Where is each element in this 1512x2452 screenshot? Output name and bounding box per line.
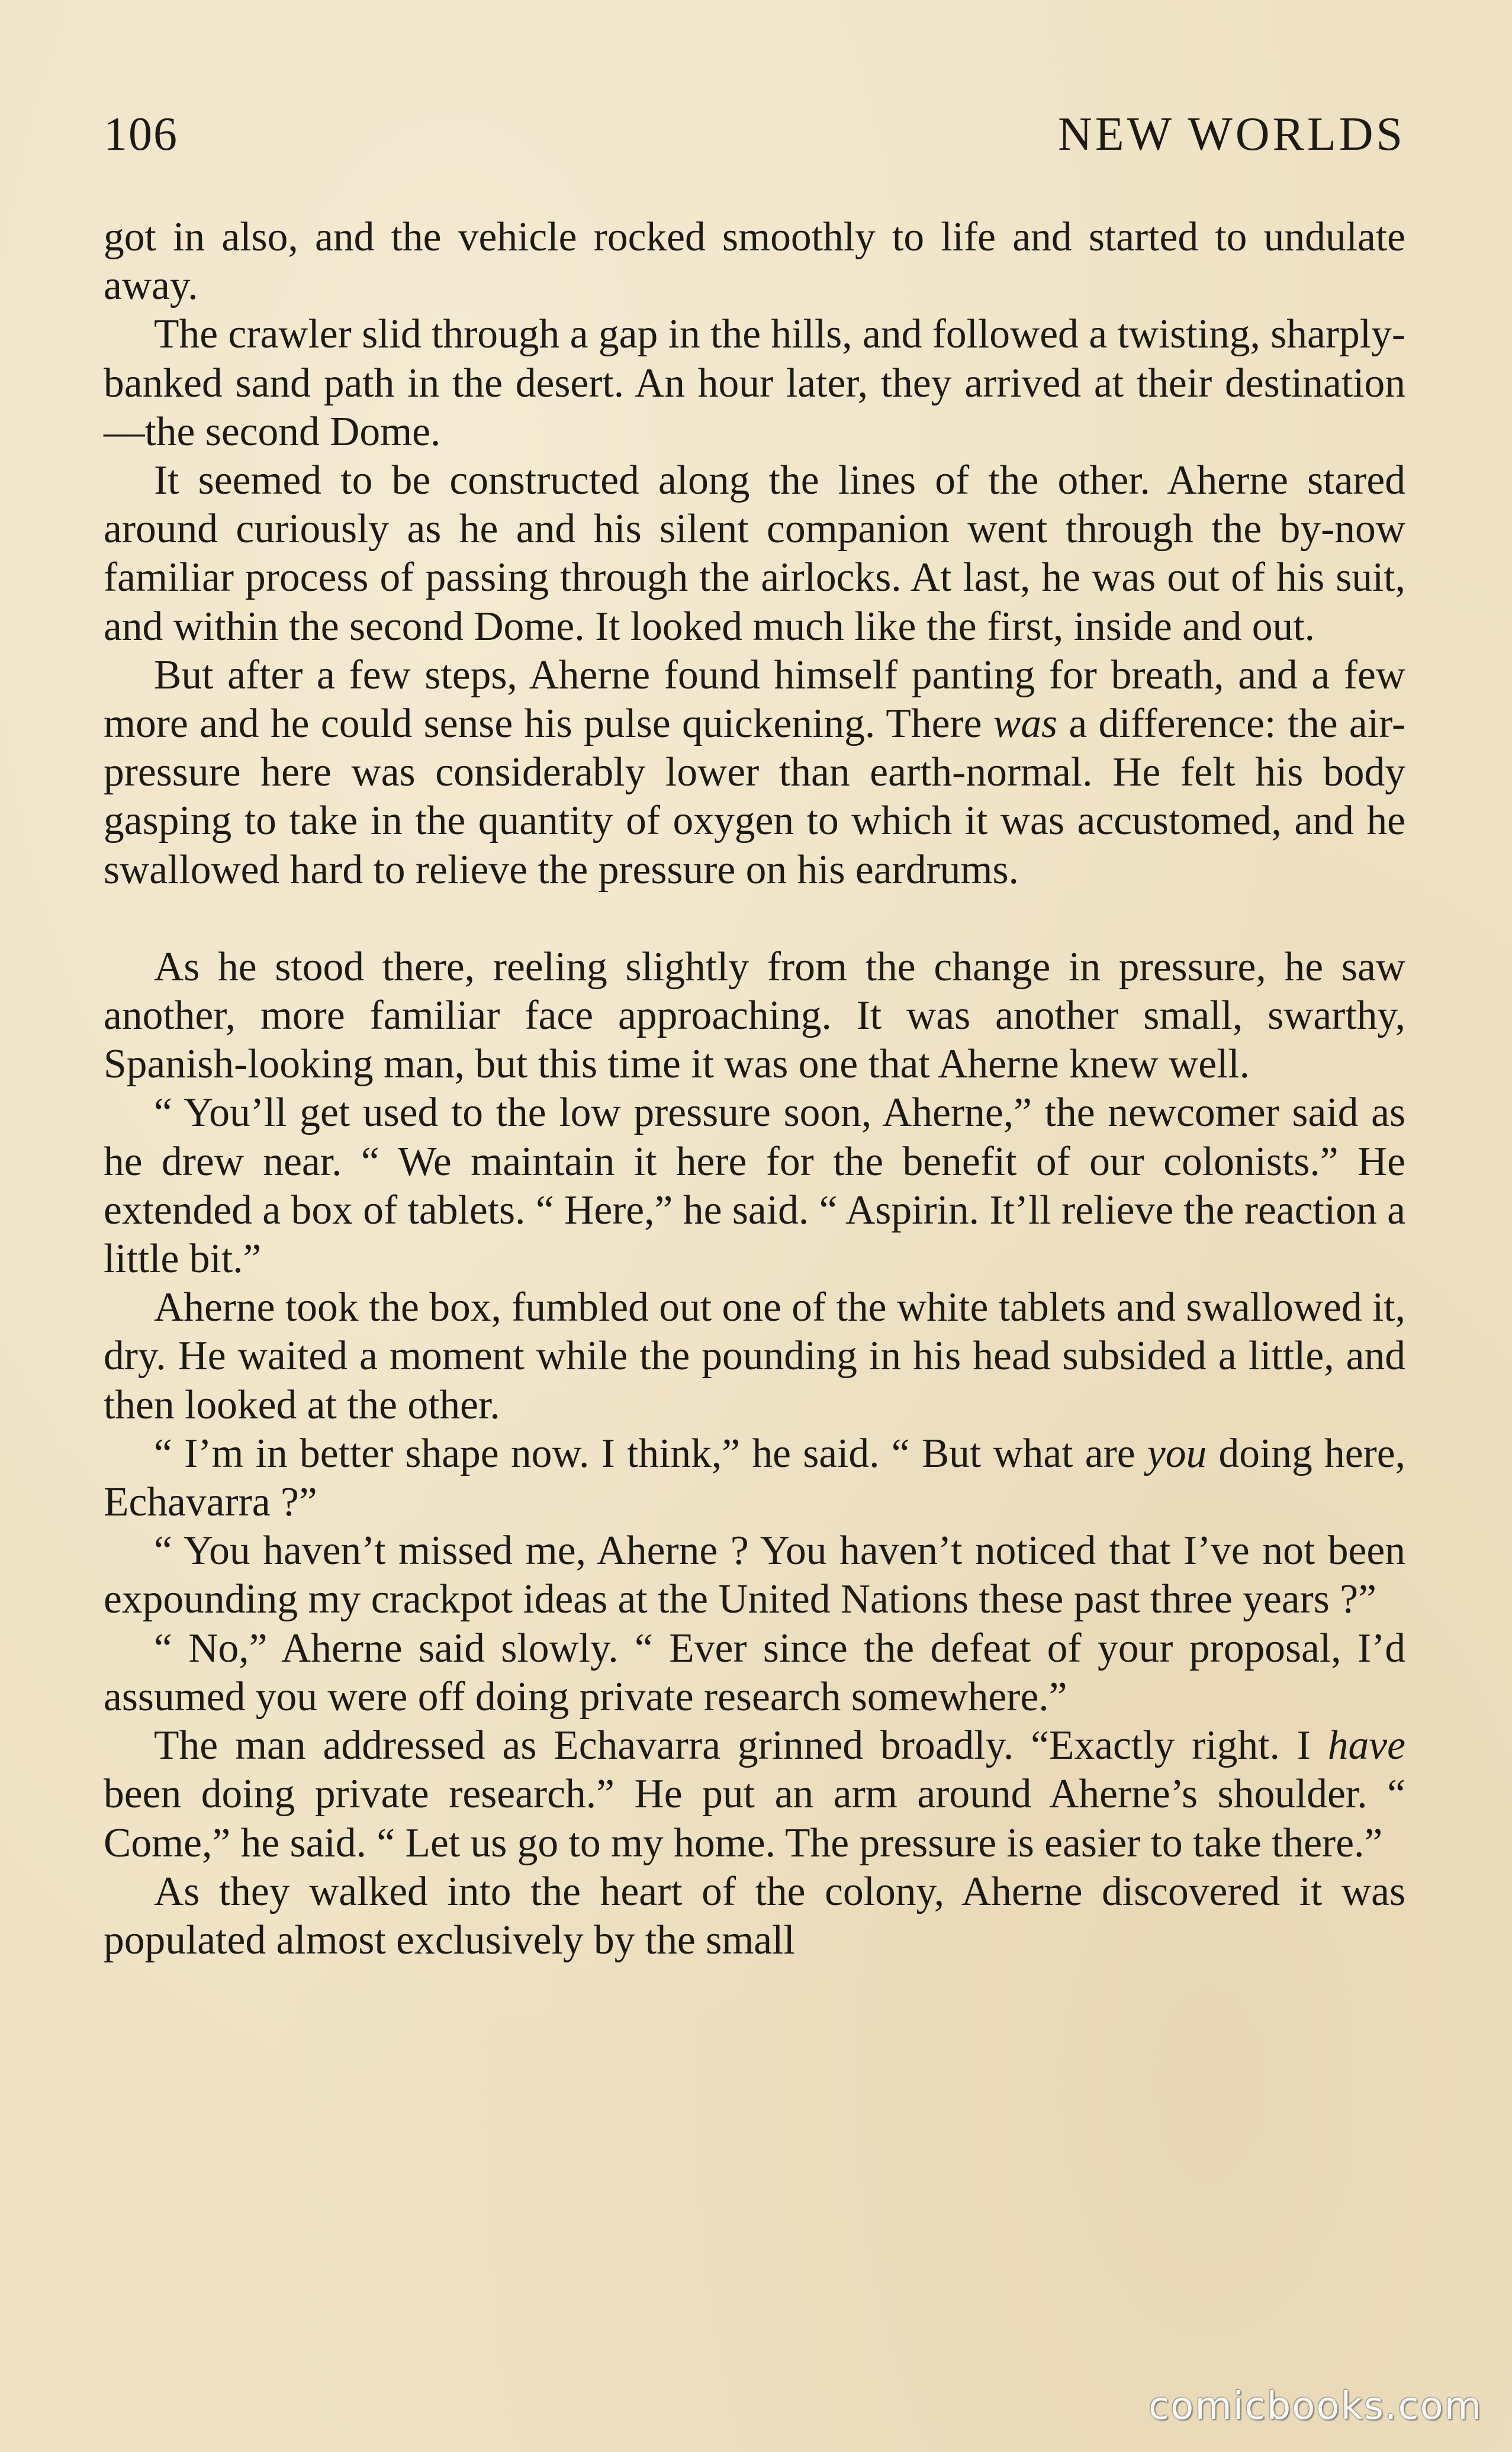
text-segment: As he stood there, reeling slightly from the change in pressure, he saw another, more familiar face approaching. It was another small, swarthy, Spanish-looking man, but this time it was one that Aherne knew well.	[104, 944, 1405, 1087]
page-number: 106	[104, 108, 178, 160]
text-segment: “ I’m in better shape now. I think,” he said. “ But what are	[154, 1430, 1147, 1476]
page-header	[104, 108, 1405, 173]
paragraph-2	[104, 310, 1405, 456]
text-segment: got in also, and the vehicle rocked smoothly to life and started to undulate away.	[104, 214, 1405, 309]
paragraph-8	[104, 1430, 1405, 1527]
text-segment: It seemed to be constructed along the lines of the other. Aherne stared around curiously as he and his silent companion went through the by-now familiar process of passing through the airlocks. At last, he was out of his suit, and within the second Dome. It looked much like the first, inside and out.	[104, 458, 1405, 649]
running-title: NEW WORLDS	[1057, 108, 1405, 160]
italic-word: was	[993, 701, 1057, 747]
paragraph-12	[104, 1868, 1405, 1965]
paragraph-9	[104, 1527, 1405, 1624]
text-segment: “ You haven’t missed me, Aherne ? You haven’t noticed that I’ve not been expounding my crackpot ideas at the United Nations these past three years ?”	[104, 1528, 1405, 1623]
text-segment: The man addressed as Echavarra grinned broadly. “Exactly right. I	[154, 1723, 1328, 1769]
text-segment: “ No,” Aherne said slowly. “ Ever since the defeat of your proposal, I’d assumed you were off doing private research somewhere.”	[104, 1625, 1405, 1720]
paragraph-1	[104, 213, 1405, 310]
paragraph-3	[104, 456, 1405, 651]
text-segment: Aherne took the box, fumbled out one of the white tablets and swallowed it, dry. He waited a moment while the pounding in his head subsided a little, and then looked at the other.	[104, 1285, 1405, 1428]
text-segment: As they walked into the heart of the colony, Aherne discovered it was populated almost exclusively by the small	[104, 1868, 1405, 1963]
body-text	[104, 213, 1405, 1965]
paragraph-5	[104, 943, 1405, 1089]
paragraph-4	[104, 651, 1405, 894]
paragraph-10	[104, 1624, 1405, 1721]
text-segment: been doing private research.” He put an arm around Aherne’s shoulder. “ Come,” he said. “ Let us go to my home. The pressure is easier to take there.”	[104, 1771, 1405, 1866]
italic-word: have	[1327, 1723, 1405, 1769]
paragraph-11	[104, 1721, 1405, 1868]
text-segment: But after a few steps, Aherne found himself panting for breath, and a few more and he could sense his pulse quickening. There	[104, 652, 1405, 747]
text-segment: a difference: the air-pressure here was considerably lower than earth-normal. He felt his body gasping to take in the quantity of oxygen to which it was accustomed, and he swallowed hard to relieve the pressure on his eardrums.	[104, 701, 1405, 893]
text-segment: “ You’ll get used to the low pressure soon, Aherne,” the newcomer said as he drew near. “ We maintain it here for the benefit of our colonists.” He extended a box of tablets. “ Here,” he said. “ Aspirin. It’ll relieve the reaction a little bit.”	[104, 1090, 1405, 1282]
paragraph-7	[104, 1283, 1405, 1430]
text-segment: doing here, Echavarra ?”	[104, 1430, 1405, 1526]
watermark: comicbooks.com	[1148, 2385, 1482, 2428]
text-segment: The crawler slid through a gap in the hills, and followed a twisting, sharply-banked sand path in the desert. An hour later, they arrived at their destination—the second Dome.	[104, 311, 1405, 455]
italic-word: you	[1147, 1430, 1207, 1476]
paragraph-6	[104, 1089, 1405, 1283]
